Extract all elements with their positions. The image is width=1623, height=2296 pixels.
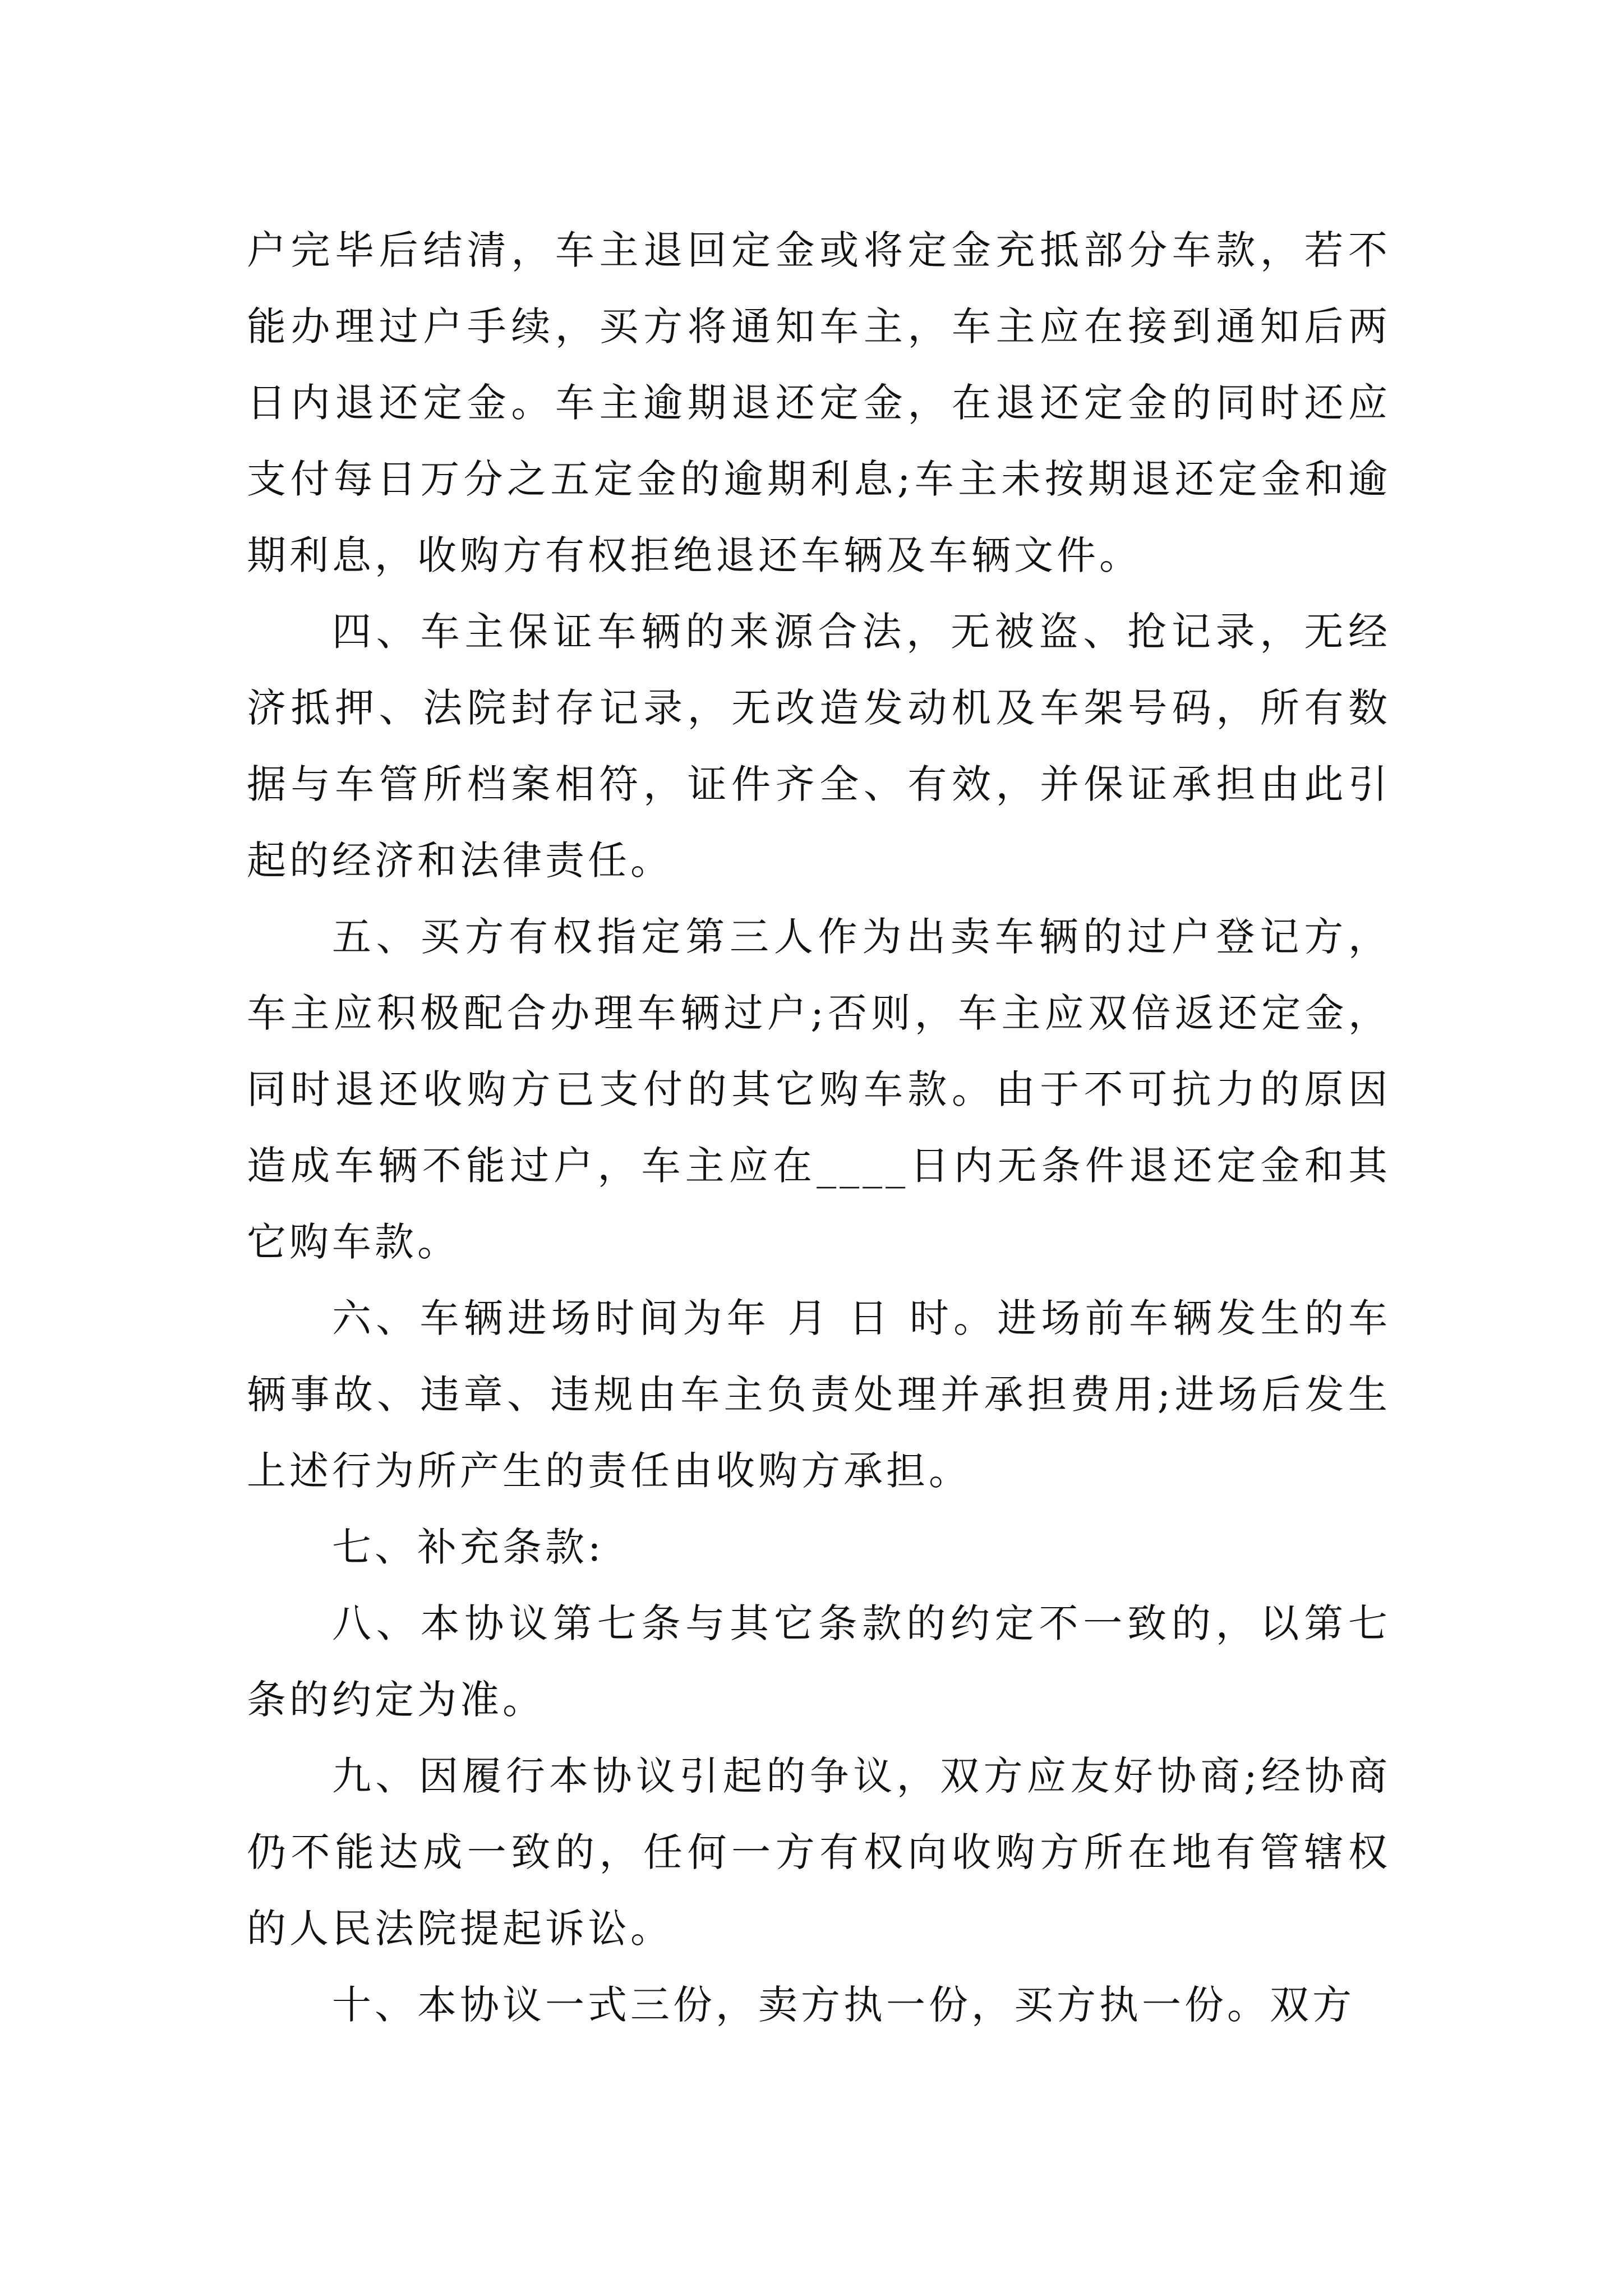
paragraph-clause-6: 六、车辆进场时间为年 月 日 时。进场前车辆发生的车辆事故、违章、违规由车主负责处理并承担费用;进场后发生上述行为所产生的责任由收购方承担。 xyxy=(247,1295,1391,1494)
paragraph-clause-4: 四、车主保证车辆的来源合法，无被盗、抢记录，无经济抵押、法院封存记录，无改造发动机及车架号码，所有数据与车管所档案相符，证件齐全、有效，并保证承担由此引起的经济和法律责任。 xyxy=(247,609,1391,884)
paragraph-clause-10: 十、本协议一式三份，卖方执一份，买方执一份。双方 xyxy=(332,1982,1355,2028)
paragraph-clause-8: 八、本协议第七条与其它条款的约定不一致的，以第七条的约定为准。 xyxy=(247,1600,1391,1723)
paragraph-clause-9: 九、因履行本协议引起的争议，双方应友好协商;经协商仍不能达成一致的，任何一方有权向收购方所在地有管辖权的人民法院提起诉讼。 xyxy=(247,1753,1391,1952)
paragraph-clause-3-continuation: 户完毕后结清，车主退回定金或将定金充抵部分车款，若不能办理过户手续，买方将通知车主，车主应在接到通知后两日内退还定金。车主逾期退还定金，在退还定金的同时还应支付每日万分之五定金的逾期利息;车主未按期退还定金和逾期利息，收购方有权拒绝退还车辆及车辆文件。 xyxy=(247,227,1391,578)
paragraph-clause-7: 七、补充条款: xyxy=(332,1524,605,1570)
paragraph-clause-5: 五、买方有权指定第三人作为出卖车辆的过户登记方，车主应积极配合办理车辆过户;否则，车主应双倍返还定金，同时退还收购方已支付的其它购车款。由于不可抗力的原因造成车辆不能过户，车主应在____日内无条件退还定金和其它购车款。 xyxy=(247,914,1391,1265)
document-body xyxy=(247,212,1391,2043)
